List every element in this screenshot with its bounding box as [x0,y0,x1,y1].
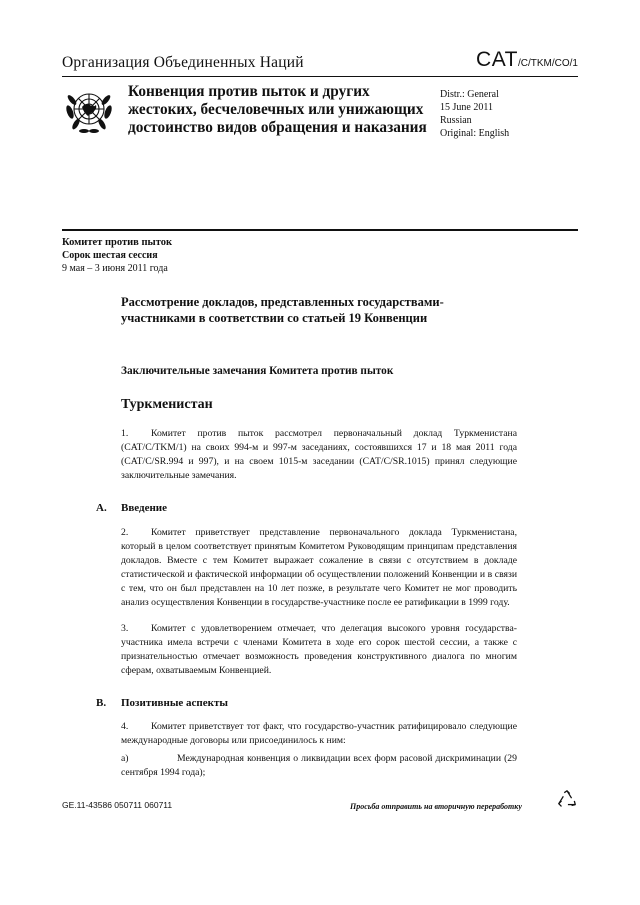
document-symbol [476,48,578,72]
symbol-main: CAT [476,48,518,71]
committee-name: Комитет против пыток [62,237,173,248]
section-a-title: Введение [121,502,168,514]
footer-recycle-note: Просьба отправить на вторичную переработку [350,802,522,811]
country-heading: Туркменистан [121,397,213,412]
paragraph-text: Комитет приветствует тот факт, что государство-участник ратифицировало следующие международные договоры или присоединилось к ним: [121,721,517,746]
paragraph-number: 3. [121,623,129,634]
paragraph-1 [121,427,517,483]
organization-name: Организация Объединенных Наций [62,54,304,71]
distribution-line: Distr.: General [440,89,499,100]
section-b-letter: B. [96,697,107,709]
header-rule [62,76,578,77]
document-title: Рассмотрение докладов, представленных государствами-участниками в соответствии со статьей 19 Конвенции [121,295,444,325]
paragraph-4 [121,720,517,748]
distribution-block [440,88,509,140]
symbol-suffix: /C/TKM/CO/1 [517,58,578,69]
convention-title: Конвенция против пыток и других жестоких, бесчеловечных или унижающих достоинство видов обращения и наказания [128,83,427,136]
document-subtitle: Заключительные замечания Комитета против пыток [121,365,394,377]
committee-block [62,236,172,275]
committee-session: Сорок шестая сессия [62,250,158,261]
committee-dates: 9 мая – 3 июня 2011 года [62,263,168,274]
recycle-icon [556,789,578,811]
paragraph-text: Комитет приветствует представление первоначального доклада Туркменистана, который в целом соответствует принятым Комитетом Руководящим принципам представления докладов. Вместе с тем Комитет выражает сожаление в связи с отсутствием в докладе статистической и фактической информации об осуществлении положений Конвенции и в связи с тем, что он был представлен на 10 лет позже, в результате чего Комитет не мог проводить анализ осуществления Конвенции в государстве-участнике после ее ратификации в 1999 году. [121,527,517,608]
paragraph-2 [121,526,517,610]
paragraph-number: 4. [121,721,129,732]
footer-document-code: GE.11-43586 050711 060711 [62,800,173,810]
paragraph-text: Комитет с удовлетворением отмечает, что делегация высокого уровня государства-участника имела встречи с членами Комитета в ходе его сорок шестой сессии, а также с признательностью отмечает возможность проведения конструктивного диалога по многим сферам, охватываемым Конвенцией. [121,623,517,676]
subparagraph-number: a) [121,753,129,764]
subparagraph-text: Международная конвенция о ликвидации всех форм расовой дискриминации (29 сентября 1994 года); [121,753,517,778]
paragraph-number: 2. [121,527,129,538]
section-b-title: Позитивные аспекты [121,697,228,709]
paragraph-3 [121,622,517,678]
paragraph-number: 1. [121,428,129,439]
paragraph-4a [121,752,517,780]
section-a-letter: A. [96,502,107,514]
distribution-original: Original: English [440,128,510,139]
distribution-language: Russian [440,115,472,126]
un-emblem-icon [62,82,116,136]
paragraph-text: Комитет против пыток рассмотрел первоначальный доклад Туркменистана (CAT/C/TKM/1) на своих 994-м и 997-м заседаниях, состоявшихся 17 и 18 мая 2011 года (CAT/C/SR.994 и 997), и на своем 1015-м заседании (CAT/C/SR.1015) принял следующие заключительные замечания. [121,428,517,481]
distribution-date: 15 June 2011 [440,102,493,113]
title-rule [62,229,578,231]
